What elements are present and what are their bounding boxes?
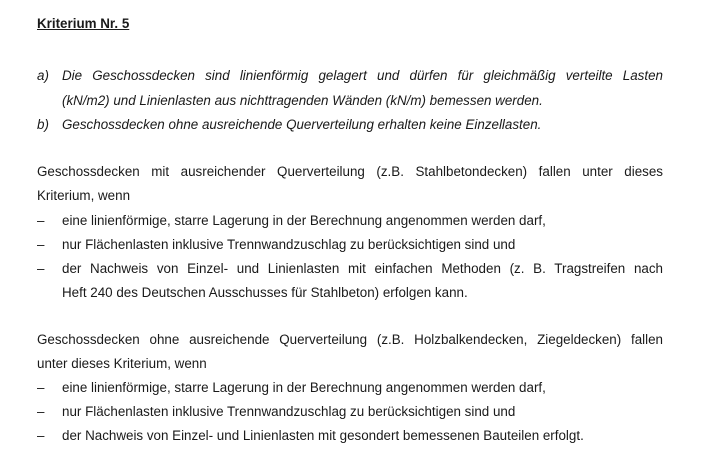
list-marker-b: b) [37,117,49,132]
section1-bullet-1: eine linienförmige, starre Lagerung in der Berechnung angenommen werden darf, [62,213,546,228]
list-item-a-line-2: (kN/m2) und Linienlasten aus nichttragenden Wänden (kN/m) bemessen werden. [62,93,543,108]
section2-intro-line-2: unter dieses Kriterium, wenn [37,356,207,371]
section1-bullet-1-marker: – [37,213,45,228]
section2-bullet-2-marker: – [37,404,45,419]
section2-intro-line-1: Geschossdecken ohne ausreichende Querverteilung (z.B. Holzbalkendecken, Ziegeldecken) fallen [37,332,663,347]
criterion-title: Kriterium Nr. 5 [37,16,130,31]
section1-bullet-2: nur Flächenlasten inklusive Trennwandzuschlag zu berücksichtigen sind und [62,237,516,252]
section2-bullet-3-marker: – [37,428,45,443]
section1-bullet-2-marker: – [37,237,45,252]
section1-bullet-3-line-1: der Nachweis von Einzel- und Linienlasten mit einfachen Methoden (z. B. Tragstreifen nach [62,261,663,276]
section1-intro-line-1: Geschossdecken mit ausreichender Querverteilung (z.B. Stahlbetondecken) fallen unter dieses [37,164,663,179]
section2-bullet-2: nur Flächenlasten inklusive Trennwandzuschlag zu berücksichtigen sind und [62,404,516,419]
section2-bullet-3: der Nachweis von Einzel- und Linienlasten mit gesondert bemessenen Bauteilen erfolgt. [62,428,584,443]
list-item-b-line-1: Geschossdecken ohne ausreichende Querverteilung erhalten keine Einzellasten. [62,117,542,132]
section1-bullet-3-marker: – [37,261,45,276]
section2-bullet-1-marker: – [37,380,45,395]
list-marker-a: a) [37,68,49,83]
section1-intro-line-2: Kriterium, wenn [37,188,131,203]
list-item-a-line-1: Die Geschossdecken sind linienförmig gelagert und dürfen für gleichmäßig verteilte Lasten [62,68,663,83]
section1-bullet-3-line-2: Heft 240 des Deutschen Ausschusses für Stahlbeton) erfolgen kann. [62,285,468,300]
section2-bullet-1: eine linienförmige, starre Lagerung in der Berechnung angenommen werden darf, [62,380,546,395]
